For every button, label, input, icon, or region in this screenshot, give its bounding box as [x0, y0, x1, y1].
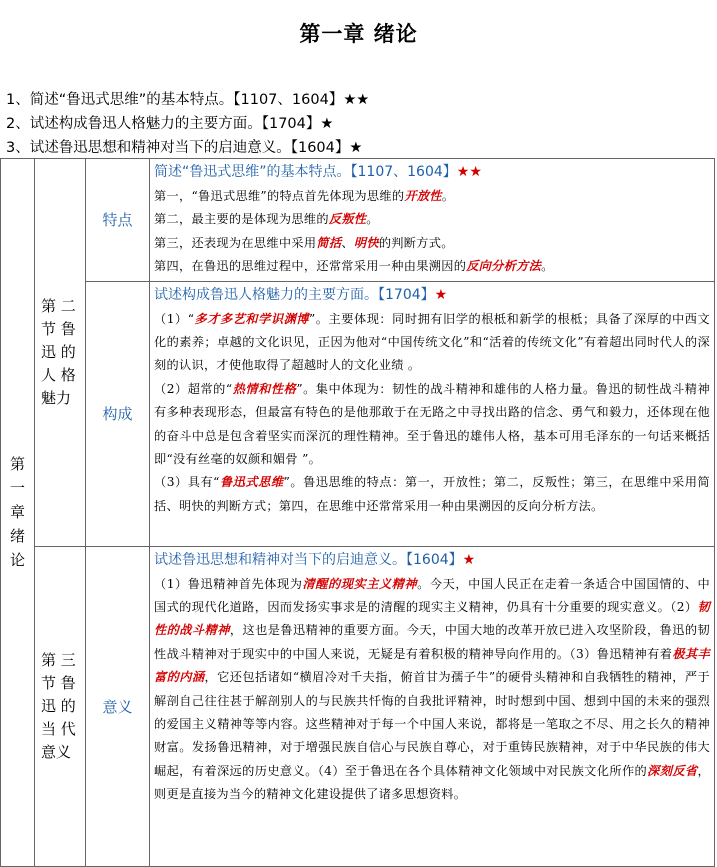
question-3-stars: ★: [349, 140, 363, 156]
table-row: [1, 159, 715, 282]
section3-label: 第 三 节 鲁 迅 的 当 代 意义: [41, 650, 76, 761]
paragraph: （1）鲁迅精神首先体现为清醒的现实主义精神。今天，中国人民正在走着一条适合中国国情的、中国式的现代化道路，因而发扬实事求是的清醒的现实主义精神，仍具有十分重要的现实意义。（2）韧性的战斗精神，这也是鲁迅精神的重要方面。今天，中国大地的改革开放已进入攻坚阶段，鲁迅的韧性战斗精神对于现实中的中国人来说，无疑是有着积极的精神导向作用的。（3）鲁迅精神有着极其丰富的内涵，它还包括诸如“横眉冷对千夫指，俯首甘为孺子牛”的硬骨头精神和自我牺牲的精神，严于解剖自己往往甚于解剖别人的与民族共忏悔的自我批评精神，时时想到中国、想到中国的未来的强烈的爱国主义精神等等内容。这些精神对于每一个中国人来说，都将是一笔取之不尽、用之长久的精神财富。发扬鲁迅精神，对于增强民族自信心与民族自尊心，对于重铸民族精神，对于中华民族的伟大崛起，有着深远的历史意义。（4）至于鲁迅在各个具体精神文化领域中对民族文化所作的深刻反省，则更是直接为当今的精神文化建设提供了诸多思想资料。: [154, 576, 711, 802]
question-1: [6, 88, 369, 109]
notes-table: [0, 158, 715, 867]
paragraph: （2）超常的“热情和性格”。集中体现为：韧性的战斗精神和雄伟的人格力量。鲁迅的韧性战斗精神有多种表现形态，但最富有特色的是他那敢于在无路之中寻找出路的信念、勇气和毅力，还体现在他的奋斗中总是包含着坚实而深沉的理性精神。至于鲁迅的雄伟人格，基本可用毛泽东的一句话来概括即“没有丝毫的奴颜和媚骨 ”。: [154, 381, 710, 467]
paragraph: （1）“多才多艺和学识渊博”。主要体现：同时拥有旧学的根柢和新学的根柢；具备了深厚的中西文化的素养；卓越的文化识见，正因为他对“中国传统文化”和“活着的传统文化”有着超出同时代人的深刻的认识，才使他取得了超越时人的文化业绩 。: [154, 311, 710, 373]
page-title: 第一章 绪论: [299, 22, 418, 46]
table-row: [1, 546, 715, 866]
section-heading: 简述“鲁迅式思维”的基本特点。【1107、1604】★★: [154, 164, 482, 180]
question-3-text: 3、试述鲁迅思想和精神对当下的启迪意义。【1604】: [6, 140, 350, 156]
question-2: [6, 112, 333, 133]
section3-cell: [35, 546, 86, 866]
paragraph: （3）具有“鲁迅式思维”。鲁迅思维的特点：第一，开放性；第二，反叛性；第三，在思维中采用简括、明快的判断方式；第四，在思维中还常常采用一种由果溯因的反向分析方法。: [154, 475, 710, 513]
stars-badge: ★: [462, 551, 476, 568]
question-3: [6, 136, 362, 157]
content-features: [150, 159, 715, 282]
table-row: [1, 281, 715, 546]
category-significance: 意义: [86, 546, 150, 866]
content-significance: [150, 546, 715, 866]
paragraph: 第一，“鲁迅式思维”的特点首先体现为思维的开放性。: [154, 189, 455, 203]
question-2-text: 2、试述构成鲁迅人格魅力的主要方面。【1704】: [6, 116, 321, 132]
chapter-cell: [1, 159, 35, 867]
paragraph: 第二，最主要的是体现为思维的反叛性。: [154, 212, 379, 227]
paragraph: 第三，还表现为在思维中采用简括、明快的判断方式。: [154, 235, 454, 250]
category-features: 特点: [86, 159, 150, 282]
section2-cell: [35, 159, 86, 547]
section-heading: 试述构成鲁迅人格魅力的主要方面。【1704】★: [154, 286, 448, 303]
content-composition: [150, 281, 715, 546]
section-heading: 试述鲁迅思想和精神对当下的启迪意义。【1604】★: [154, 551, 476, 568]
section2-label: 第 二 节 鲁 迅 的 人 格 魅力: [41, 296, 76, 407]
paragraph: 第四，在鲁迅的思维过程中，还常常采用一种由果溯因的反向分析方法。: [154, 259, 554, 274]
question-2-stars: ★: [320, 116, 334, 132]
question-1-text: 1、简述“鲁迅式思维”的基本特点。【1107、1604】: [6, 92, 344, 108]
stars-badge: ★: [434, 286, 448, 303]
stars-badge: ★★: [456, 164, 482, 180]
category-composition: 构成: [86, 281, 150, 546]
question-1-stars: ★★: [343, 92, 370, 108]
chapter-label: 第 一 章 绪 论: [9, 455, 25, 570]
